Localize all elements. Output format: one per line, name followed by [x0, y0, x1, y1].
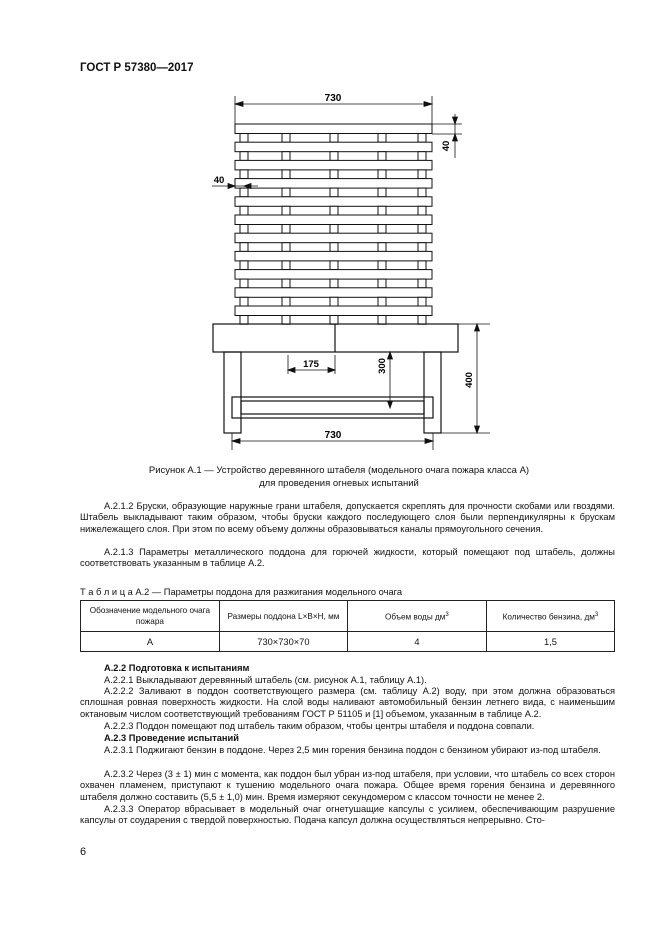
- pallet-frame: [213, 324, 458, 433]
- board-end: [240, 188, 248, 197]
- gap-width-label: 175: [303, 359, 319, 370]
- board-end: [330, 206, 338, 215]
- board-end: [378, 188, 386, 197]
- cell-water: 4: [347, 632, 486, 652]
- side-gap-label: 40: [213, 175, 225, 186]
- board-end: [282, 206, 290, 215]
- header-gasoline-amount: Количество бензина, $дм^3$: [486, 601, 614, 632]
- board-end: [418, 188, 426, 197]
- horizontal-board: [235, 124, 432, 134]
- board-end: [240, 261, 248, 270]
- paragraph-a221: А.2.2.1 Выкладывают деревянный штабель (см. рисунок А.1, таблицу А.1).: [104, 675, 427, 685]
- board-end: [330, 170, 338, 179]
- board-end: [282, 188, 290, 197]
- horizontal-board: [235, 197, 432, 207]
- header-pallet-size: Размеры поддона L×B×H, мм: [219, 601, 347, 632]
- board-end: [330, 188, 338, 197]
- board-end: [240, 206, 248, 215]
- paragraph-a213: А.2.1.3 Параметры металлического поддона для горючей жидкости, который помещают под штабель, должны соответствовать указанным в таблице А.2.: [80, 547, 615, 569]
- board-end: [378, 261, 386, 270]
- board-end: [330, 134, 338, 143]
- board-end: [378, 206, 386, 215]
- board-end: [330, 297, 338, 306]
- board-end: [282, 297, 290, 306]
- board-end: [418, 152, 426, 161]
- cell-gasoline: 1,5: [486, 632, 614, 652]
- board-end: [378, 134, 386, 143]
- board-end: [378, 170, 386, 179]
- board-height-label: 40: [441, 140, 452, 152]
- board-end: [378, 297, 386, 306]
- document-header: ГОСТ Р 57380—2017: [80, 62, 194, 74]
- board-end: [240, 225, 248, 234]
- board-end: [418, 297, 426, 306]
- board-end: [330, 279, 338, 288]
- board-end: [378, 316, 386, 325]
- horizontal-board: [235, 306, 432, 316]
- horizontal-board: [235, 251, 432, 261]
- board-end: [240, 279, 248, 288]
- section-heading-a23: А.2.3 Проведение испытаний: [104, 733, 239, 743]
- board-end: [330, 152, 338, 161]
- board-end: [282, 279, 290, 288]
- board-end: [282, 243, 290, 252]
- leg-height-label: 300: [377, 358, 388, 374]
- board-end: [378, 152, 386, 161]
- horizontal-board: [235, 179, 432, 189]
- paragraph-a232: А.2.3.2 Через (3 ± 1) мин с момента, как поддон был убран из-под штабеля, при условии, что штабель со всех сторон охвачен пламенем, приступают к тушению модельного очага пожара. Общее время горения бензина и деревянного штабеля должно составить (5,5 ± 1,0) мин. Время измеряют секундомером с классом точности не менее 2.: [80, 769, 615, 802]
- board-end: [240, 170, 248, 179]
- board-end: [282, 170, 290, 179]
- board-end: [282, 261, 290, 270]
- horizontal-board: [235, 142, 432, 152]
- paragraph-a222: А.2.2.2 Заливают в поддон соответствующего размера (см. таблицу А.2) воду, при этом должна образоваться сплошная ровная поверхность жидкости. На слой воды наливают автомобильный бензин летнего вида, с наименьшим октановым числом соответствующий требованиям ГОСТ Р 51105 и [1] объемом, указанным в таблице А.2.: [80, 686, 615, 719]
- figure-caption-line2: для проведения огневых испытаний: [259, 478, 419, 489]
- board-end: [282, 316, 290, 325]
- header-fire-designation: Обозначение модельного очага пожара: [81, 601, 220, 632]
- board-end: [418, 261, 426, 270]
- paragraph-a212: А.2.1.2 Бруски, образующие наружные грани штабеля, допускается скреплять для прочности скобами или гвоздями. Штабель выкладывают таким образом, чтобы бруски каждого последующего слоя были перпендикулярны к брускам нижележащего слоя. При этом по всему объему должны образовываться каналы прямоугольного сечения.: [80, 501, 615, 534]
- horizontal-board: [235, 233, 432, 243]
- paragraph-a231: А.2.3.1 Поджигают бензин в поддоне. Через 2,5 мин горения бензина поддон с бензином убирают из-под штабеля.: [104, 745, 601, 755]
- section-heading-a22: А.2.2 Подготовка к испытаниям: [104, 663, 250, 673]
- horizontal-board: [235, 288, 432, 298]
- board-end: [378, 279, 386, 288]
- board-end: [418, 243, 426, 252]
- board-end: [330, 243, 338, 252]
- bottom-width-label: 730: [324, 430, 342, 441]
- board-end: [240, 297, 248, 306]
- total-height-label: 400: [464, 372, 475, 388]
- horizontal-board: [235, 160, 432, 170]
- table-row: [81, 632, 615, 652]
- pallet-parameters-table: [80, 600, 615, 652]
- board-end: [240, 243, 248, 252]
- board-end: [240, 316, 248, 325]
- header-water-volume: Объем воды $дм^3$: [347, 601, 486, 632]
- cell-size: 730×730×70: [219, 632, 347, 652]
- board-end: [330, 225, 338, 234]
- board-end: [418, 225, 426, 234]
- horizontal-board: [235, 270, 432, 280]
- paragraph-a223: А.2.2.3 Поддон помещают под штабель таким образом, чтобы центры штабеля и поддона совпали.: [104, 721, 535, 731]
- board-end: [418, 279, 426, 288]
- cell-designation: А: [81, 632, 220, 652]
- table-title: Т а б л и ц а А.2 — Параметры поддона для разжигания модельного очага: [80, 587, 403, 597]
- horizontal-board: [235, 215, 432, 225]
- board-end: [418, 316, 426, 325]
- board-end: [282, 225, 290, 234]
- board-end: [418, 206, 426, 215]
- board-end: [282, 134, 290, 143]
- paragraph-a233: А.2.3.3 Оператор вбрасывает в модельный очаг огнетушащие капсулы с усилием, обеспечивающим разрушение капсулы от соударения с твердой поверхностью. Подача капсул должна осуществляться непрерывно. Сто-: [80, 804, 615, 826]
- figure-caption-line1: Рисунок А.1 — Устройство деревянного штабеля (модельного очага пожара класса А): [148, 465, 530, 476]
- page-number: 6: [80, 846, 87, 858]
- board-end: [330, 316, 338, 325]
- wood-boards: [235, 124, 432, 324]
- board-end: [282, 152, 290, 161]
- board-end: [378, 225, 386, 234]
- top-width-label: 730: [324, 93, 342, 104]
- board-end: [240, 152, 248, 161]
- board-end: [240, 134, 248, 143]
- board-end: [330, 261, 338, 270]
- board-end: [418, 170, 426, 179]
- board-end: [378, 243, 386, 252]
- table-header-row: [81, 601, 615, 632]
- board-end: [418, 134, 426, 143]
